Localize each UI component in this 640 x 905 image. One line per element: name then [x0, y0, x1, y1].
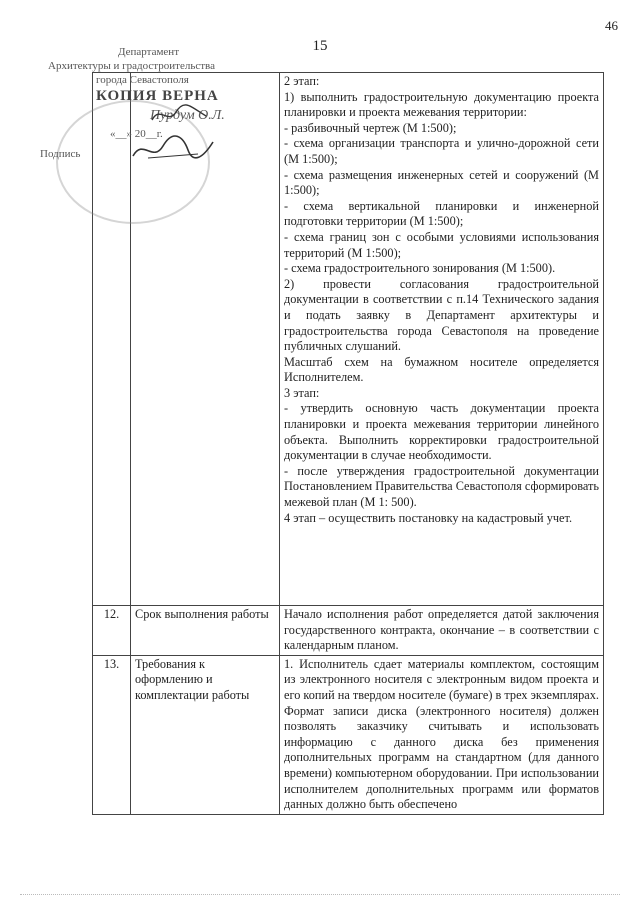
table-row [93, 606, 604, 656]
signature-icon [128, 128, 218, 168]
row-number: 12. [93, 606, 131, 656]
paragraph: 2 этап: [284, 74, 320, 88]
paragraph: - схема границ зон с особыми условиями использования территорий (М 1:500); [284, 229, 599, 260]
paragraph: - схема вертикальной планировки и инженерной подготовки территории (М 1:500); [284, 198, 599, 229]
stamp-dept-line: Архитектуры и градостроительства [48, 60, 215, 72]
stamp-podpis: Подпись [40, 148, 81, 160]
bottom-divider [20, 893, 620, 895]
paragraph: 1) выполнить градостроительную документацию проекта планировки и проекта межевания территории: [284, 89, 599, 120]
table-row [93, 655, 604, 814]
page-number: 46 [605, 18, 618, 33]
row-number: 13. [93, 655, 131, 814]
stamp-signature-name: Пурдум О.Л. [150, 108, 225, 123]
paragraph: - после утверждения градостроительной документации Постановлением Правительства Севастополя сформировать межевой план (М 1: 500). [284, 463, 599, 510]
paragraph: - схема организации транспорта и улично-дорожной сети (М 1:500); [284, 136, 599, 166]
row-content [280, 655, 604, 814]
sheet-number: 15 [312, 38, 328, 54]
paragraph: Начало исполнения работ определяется датой заключения государственного контракта, окончание – в соответствии с календарным планом. [284, 607, 599, 653]
stamp-kopiya: КОПИЯ ВЕРНА [96, 88, 219, 104]
paragraph: - схема градостроительного зонирования (М 1:500). [284, 261, 556, 276]
signature-icon [150, 100, 210, 130]
stamp-dept-line: города Севастополя [96, 74, 189, 86]
paragraph: - схема размещения инженерных сетей и сооружений (М 1:500); [284, 167, 599, 198]
stamp-dept-line: Департамент [118, 46, 180, 58]
paragraph: 3 этап: [284, 385, 320, 400]
row-label: Требования к оформлению и комплектации работы [131, 655, 280, 814]
paragraph: - утвердить основную часть документации проекта планировки и проекта межевания территории линейного объекта. Выполнить корректировки градостроительной документации в случае необходимости. [284, 401, 599, 463]
paragraph: Масштаб схем на бумажном носителе определяется Исполнителем. [284, 354, 599, 385]
paragraph: 2) провести согласования градостроительной документации в соответствии с п.14 Технического задания и подать заявку в Департамент архитектуры и градостроительства города Севастополя на проведение публичных слушаний. [284, 276, 599, 354]
paragraph: - разбивочный чертеж (М 1:500); [284, 120, 457, 135]
row-content [280, 606, 604, 656]
row-label: Срок выполнения работы [131, 606, 280, 656]
stamp-date: «__» 20__г. [110, 128, 163, 140]
paragraph: 4 этап – осуществить постановку на кадастровый учет. [284, 510, 573, 525]
row-content [280, 73, 604, 606]
paragraph: 1. Исполнитель сдает материалы комплектом, состоящим из электронного носителя с электронным видом проекта и его копий на твердом носителе (бумаге) в трех экземплярах. Формат записи диска (электронного носителя) должен позволять заказчику считывать и использовать информацию с данного диска без применения дополнительных программ на стандартном (для данного времени) компьютерном оборудовании. При использовании исполнителем дополнительных программ или форматов данных должно быть обеспечено [284, 656, 599, 812]
